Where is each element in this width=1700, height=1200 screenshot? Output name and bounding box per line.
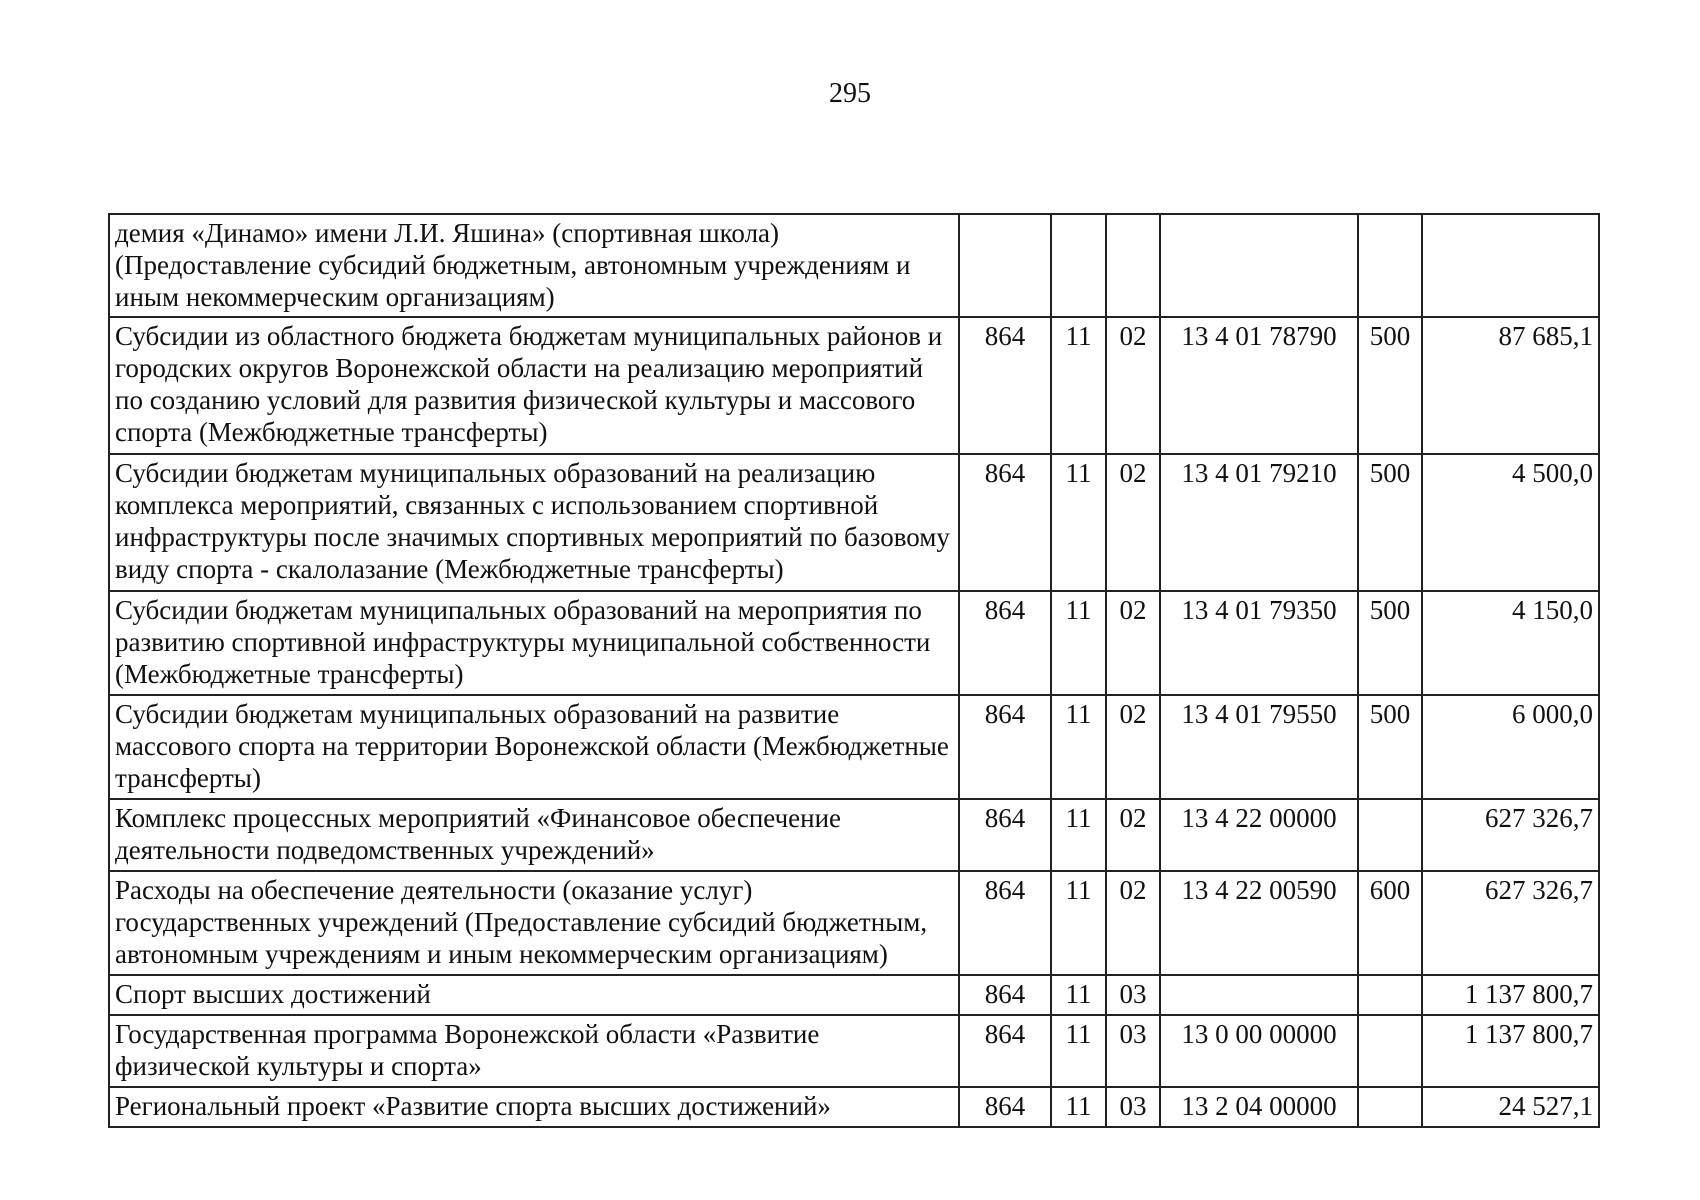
row-section: 11 xyxy=(1051,1087,1106,1127)
row-section: 11 xyxy=(1051,695,1106,799)
table-row xyxy=(109,871,1599,975)
row-grbs: 864 xyxy=(959,1015,1051,1087)
page-number: 295 xyxy=(829,78,871,109)
budget-table xyxy=(108,213,1600,1128)
table-row xyxy=(109,695,1599,799)
table-row xyxy=(109,1087,1599,1127)
row-subsection: 02 xyxy=(1106,799,1160,871)
row-expense-type xyxy=(1358,799,1422,871)
table-row xyxy=(109,591,1599,695)
row-grbs: 864 xyxy=(959,317,1051,454)
row-expense-type: 500 xyxy=(1358,695,1422,799)
row-grbs: 864 xyxy=(959,975,1051,1015)
table-row xyxy=(109,975,1599,1015)
row-expense-type xyxy=(1358,214,1422,317)
table-body xyxy=(109,214,1599,1127)
row-section: 11 xyxy=(1051,975,1106,1015)
row-grbs: 864 xyxy=(959,695,1051,799)
row-name: Субсидии бюджетам муниципальных образований на реализацию комплекса мероприятий, связанных с использованием спортивной инфраструктуры после значимых спортивных мероприятий по базовому виду спорта - скалолазание (Межбюджетные трансферты) xyxy=(109,454,959,591)
row-expense-type: 500 xyxy=(1358,317,1422,454)
row-subsection: 03 xyxy=(1106,1015,1160,1087)
table-row xyxy=(109,1015,1599,1087)
row-expense-type xyxy=(1358,1087,1422,1127)
row-section: 11 xyxy=(1051,317,1106,454)
table-row xyxy=(109,799,1599,871)
row-target-article: 13 4 22 00590 xyxy=(1160,871,1358,975)
row-expense-type xyxy=(1358,1015,1422,1087)
row-target-article: 13 2 04 00000 xyxy=(1160,1087,1358,1127)
row-subsection: 02 xyxy=(1106,591,1160,695)
row-name: демия «Динамо» имени Л.И. Яшина» (спортивная школа) (Предоставление субсидий бюджетным, автономным учреждениям и иным некоммерческим организациям) xyxy=(109,214,959,317)
row-amount xyxy=(1422,214,1599,317)
row-subsection: 03 xyxy=(1106,1087,1160,1127)
row-section xyxy=(1051,214,1106,317)
row-name: Субсидии бюджетам муниципальных образований на развитие массового спорта на территории Воронежской области (Межбюджетные трансферты) xyxy=(109,695,959,799)
row-amount: 1 137 800,7 xyxy=(1422,975,1599,1015)
row-grbs xyxy=(959,214,1051,317)
row-target-article xyxy=(1160,214,1358,317)
row-amount: 87 685,1 xyxy=(1422,317,1599,454)
row-grbs: 864 xyxy=(959,591,1051,695)
row-target-article: 13 4 01 79350 xyxy=(1160,591,1358,695)
row-target-article: 13 4 22 00000 xyxy=(1160,799,1358,871)
row-section: 11 xyxy=(1051,591,1106,695)
row-expense-type: 500 xyxy=(1358,454,1422,591)
row-expense-type xyxy=(1358,975,1422,1015)
row-target-article: 13 4 01 78790 xyxy=(1160,317,1358,454)
row-grbs: 864 xyxy=(959,871,1051,975)
table-row xyxy=(109,454,1599,591)
row-subsection: 02 xyxy=(1106,454,1160,591)
row-subsection: 02 xyxy=(1106,317,1160,454)
row-target-article: 13 4 01 79210 xyxy=(1160,454,1358,591)
row-subsection: 02 xyxy=(1106,871,1160,975)
row-name: Спорт высших достижений xyxy=(109,975,959,1015)
row-amount: 627 326,7 xyxy=(1422,799,1599,871)
row-target-article: 13 4 01 79550 xyxy=(1160,695,1358,799)
table-row xyxy=(109,214,1599,317)
row-amount: 6 000,0 xyxy=(1422,695,1599,799)
row-name: Комплекс процессных мероприятий «Финансовое обеспечение деятельности подведомственных учреждений» xyxy=(109,799,959,871)
row-name: Региональный проект «Развитие спорта высших достижений» xyxy=(109,1087,959,1127)
row-amount: 1 137 800,7 xyxy=(1422,1015,1599,1087)
row-target-article xyxy=(1160,975,1358,1015)
row-subsection: 02 xyxy=(1106,695,1160,799)
row-target-article: 13 0 00 00000 xyxy=(1160,1015,1358,1087)
row-grbs: 864 xyxy=(959,1087,1051,1127)
row-subsection xyxy=(1106,214,1160,317)
row-name: Субсидии из областного бюджета бюджетам муниципальных районов и городских округов Воронежской области на реализацию мероприятий по созданию условий для развития физической культуры и массового спорта (Межбюджетные трансферты) xyxy=(109,317,959,454)
row-name: Субсидии бюджетам муниципальных образований на мероприятия по развитию спортивной инфраструктуры муниципальной собственности (Межбюджетные трансферты) xyxy=(109,591,959,695)
row-amount: 4 150,0 xyxy=(1422,591,1599,695)
row-name: Государственная программа Воронежской области «Развитие физической культуры и спорта» xyxy=(109,1015,959,1087)
row-name: Расходы на обеспечение деятельности (оказание услуг) государственных учреждений (Предоставление субсидий бюджетным, автономным учреждениям и иным некоммерческим организациям) xyxy=(109,871,959,975)
row-section: 11 xyxy=(1051,1015,1106,1087)
row-expense-type: 600 xyxy=(1358,871,1422,975)
row-grbs: 864 xyxy=(959,454,1051,591)
table-row xyxy=(109,317,1599,454)
row-amount: 24 527,1 xyxy=(1422,1087,1599,1127)
row-section: 11 xyxy=(1051,871,1106,975)
row-section: 11 xyxy=(1051,799,1106,871)
row-section: 11 xyxy=(1051,454,1106,591)
row-subsection: 03 xyxy=(1106,975,1160,1015)
row-expense-type: 500 xyxy=(1358,591,1422,695)
row-grbs: 864 xyxy=(959,799,1051,871)
row-amount: 4 500,0 xyxy=(1422,454,1599,591)
row-amount: 627 326,7 xyxy=(1422,871,1599,975)
